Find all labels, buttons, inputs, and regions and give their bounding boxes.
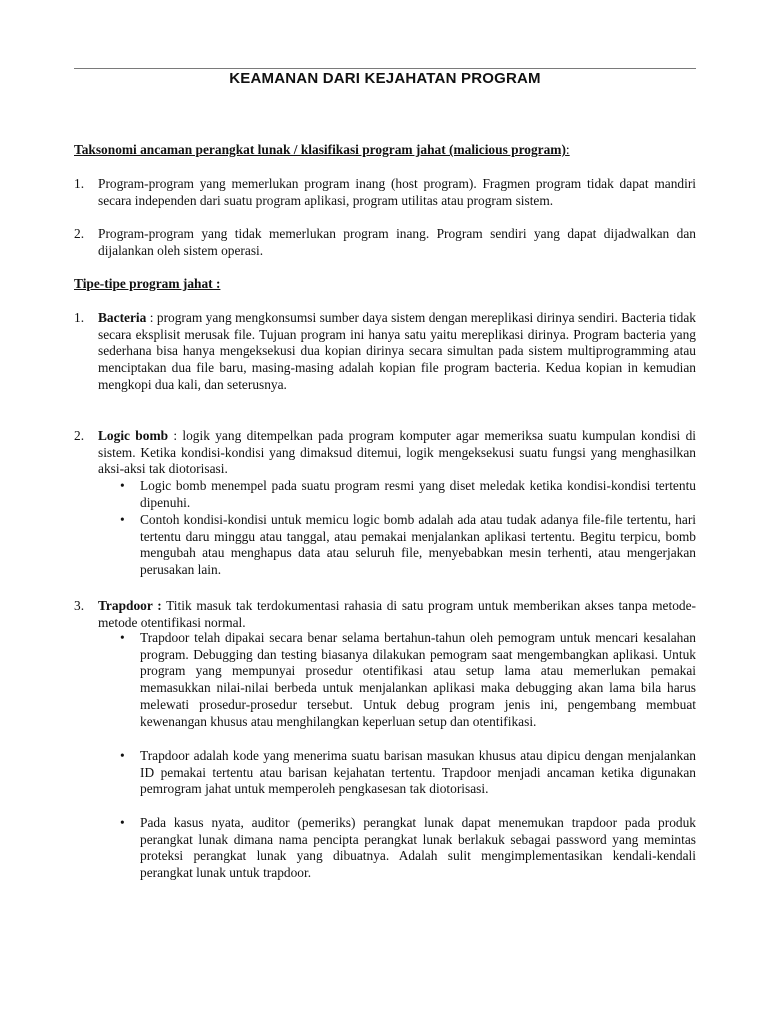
list-item-number: 1. xyxy=(74,310,85,325)
bullet-item xyxy=(98,630,696,730)
list-item-term: Trapdoor : xyxy=(98,598,162,613)
list-item-term: Bacteria xyxy=(98,310,147,325)
bullet-icon: • xyxy=(120,478,125,493)
bullet-icon: • xyxy=(120,815,125,830)
list-item-bacteria xyxy=(74,310,696,394)
list-item-number: 3. xyxy=(74,598,85,613)
bullet-text: Trapdoor telah dipakai secara benar selama bertahun-tahun oleh pemogram untuk mencari kesalahan program. Debugging dan testing biasanya dilakukan pemogram saat mengembangkan aplikasi. Untuk program yang mempunyai prosedur otentifikasi atau setup lama atau memerlukan pemakai memasukkan nilai-nilai berbeda untuk menjalankan aplikasi maka debugging akan lama bila harus melewati prosedur-prosedur tersebut. Untuk debug program jenis ini, pengembang membuat kewenangan khusus atau menghilangkan keperluan setup dan otentifikasi. xyxy=(140,630,696,729)
bullet-text: Contoh kondisi-kondisi untuk memicu logic bomb adalah ada atau tudak adanya file-file tertentu, hari tertentu daru minggu atau tanggal, atau pemakai menjalankan aplikasi tertentu. Begitu terpicu, bomb mengubah atau menghapus data atau seluruh file, menyebabkan mesin terhenti, atau mengerjakan perusakan lain. xyxy=(140,512,696,578)
bullet-item xyxy=(98,478,696,511)
list-item xyxy=(74,226,696,259)
list-item xyxy=(74,176,696,209)
list-item-term: Logic bomb xyxy=(98,428,169,443)
list-item-number: 2. xyxy=(74,428,85,443)
list-item-text: Program-program yang tidak memerlukan program inang. Program sendiri yang dapat dijadwalkan dan dijalankan oleh sistem operasi. xyxy=(98,226,696,258)
bullet-item xyxy=(98,815,696,882)
list-item-number: 2. xyxy=(74,226,85,241)
bullet-icon: • xyxy=(120,630,125,645)
list-item-text: : logik yang ditempelkan pada program komputer agar memeriksa suatu kumpulan kondisi di sistem. Ketika kondisi-kondisi yang dimaksud ditemui, logik mengeksekusi suatu fungsi yang menghasilkan aksi-aksi tak diotorisasi. xyxy=(98,428,697,477)
bullet-item xyxy=(98,748,696,798)
bullet-item xyxy=(98,512,696,579)
section-heading-colon: : xyxy=(565,142,570,157)
section-heading-types: Tipe-tipe program jahat : xyxy=(74,276,221,291)
list-item-number: 1. xyxy=(74,176,85,191)
bullet-icon: • xyxy=(120,748,125,763)
list-item-text: Titik masuk tak terdokumentasi rahasia di satu program untuk memberikan akses tanpa metode-metode otentifikasi normal. xyxy=(98,598,696,630)
page-title: KEAMANAN DARI KEJAHATAN PROGRAM xyxy=(229,70,541,87)
list-item-text: Program-program yang memerlukan program inang (host program). Fragmen program tidak dapat mandiri secara independen dari suatu program aplikasi, program utilitas atau program sistem. xyxy=(98,176,696,208)
list-item-logic-bomb xyxy=(74,428,697,478)
section-heading-taxonomy xyxy=(74,142,570,159)
bullet-text: Trapdoor adalah kode yang menerima suatu barisan masukan khusus atau dipicu dengan menjalankan ID pemakai tertentu atau barisan kejahatan tertentu. Trapdoor menjadi ancaman ketika digunakan pemrogram jahat untuk memperoleh pengkasesan tak diotorisasi. xyxy=(140,748,696,797)
section-heading-taxonomy-text: Taksonomi ancaman perangkat lunak / klasifikasi program jahat (malicious program) xyxy=(74,142,566,157)
list-item-text: : program yang mengkonsumsi sumber daya sistem dengan mereplikasi dirinya sendiri. Bacteria tidak secara eksplisit merusak file. Tujuan program ini hanya satu yaitu mereplikasi dirinya. Program bacteria yang sederhana bisa hanya mengeksekusi dua kopian dirinya secara simultan pada sistem multiprogramming atau menciptakan dua file baru, masing-masing adalah kopian file program bacteria. Kedua kopian in kemudian mengkopi dua kali, dan seterusnya. xyxy=(98,310,696,392)
list-item-trapdoor xyxy=(74,598,696,631)
bullet-icon: • xyxy=(120,512,125,527)
bullet-text: Pada kasus nyata, auditor (pemeriks) perangkat lunak dapat menemukan trapdoor pada produk perangkat lunak dimana nama pencipta perangkat lunak berlakuk sebagai password yang memintas proteksi perangkat lunak yang dibuatnya. Adalah sulit mengimplementasikan kendali-kendali perangkat lunak untuk trapdoor. xyxy=(140,815,696,881)
bullet-text: Logic bomb menempel pada suatu program resmi yang diset meledak ketika kondisi-kondisi tertentu dipenuhi. xyxy=(140,478,696,510)
